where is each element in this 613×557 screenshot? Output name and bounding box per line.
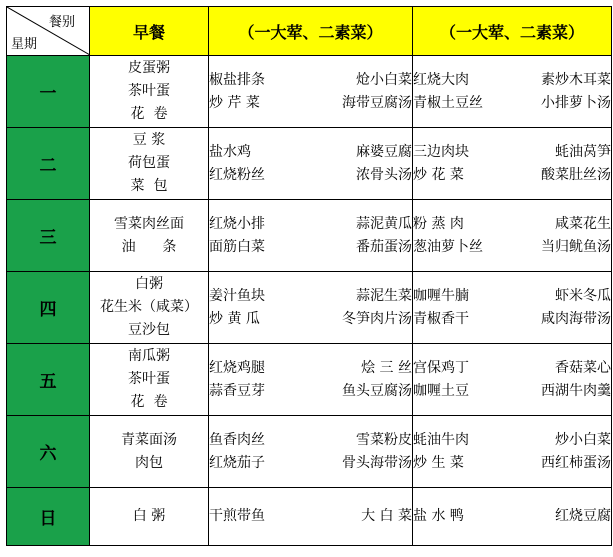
meat-dish: 椒盐排条 — [209, 71, 265, 88]
dinner-line — [413, 141, 611, 164]
dinner-cell — [413, 416, 612, 488]
breakfast-item: 雪菜肉丝面 — [114, 215, 184, 232]
side-dish: 蚝油莴笋 — [555, 143, 611, 160]
breakfast-item: 花 卷 — [130, 394, 168, 410]
menu-row — [7, 272, 612, 344]
weekday-cell: 二 — [7, 128, 90, 200]
side-dish: 当归鱿鱼汤 — [541, 238, 611, 255]
lunch-cell — [209, 272, 413, 344]
meat-dish: 咖喱土豆 — [413, 382, 469, 399]
breakfast-item: 豆 浆 — [132, 132, 166, 148]
lunch-cell — [209, 200, 413, 272]
side-dish: 骨头海带汤 — [342, 454, 412, 471]
menu-row — [7, 416, 612, 488]
breakfast-item: 茶叶蛋 — [128, 83, 170, 99]
breakfast-item: 茶叶蛋 — [128, 371, 170, 387]
meat-dish: 红烧鸡腿 — [209, 359, 265, 376]
dinner-line — [413, 236, 611, 259]
weekday-cell: 六 — [7, 416, 90, 488]
side-dish: 浓骨头汤 — [356, 166, 412, 183]
lunch-cell — [209, 56, 413, 128]
meat-dish: 鱼香肉丝 — [209, 431, 265, 448]
lunch-line — [209, 429, 412, 452]
breakfast-item: 皮蛋粥 — [128, 60, 170, 76]
meat-dish: 蒜香豆芽 — [209, 382, 265, 399]
menu-row — [7, 200, 612, 272]
meat-dish: 红烧大肉 — [413, 71, 469, 88]
meat-dish: 咖喱牛腩 — [413, 287, 469, 304]
breakfast-cell — [90, 488, 209, 546]
dinner-cell — [413, 56, 612, 128]
breakfast-cell — [90, 344, 209, 416]
side-dish: 酸菜肚丝汤 — [541, 166, 611, 183]
lunch-cell — [209, 128, 413, 200]
meat-dish: 盐水鸡 — [209, 143, 251, 160]
dinner-line — [413, 357, 611, 380]
menu-row — [7, 344, 612, 416]
corner-header-cell — [7, 7, 90, 56]
breakfast-item: 豆沙包 — [128, 322, 170, 338]
side-dish: 雪菜粉皮 — [356, 431, 412, 448]
breakfast-cell — [90, 128, 209, 200]
breakfast-cell — [90, 56, 209, 128]
side-dish: 西湖牛肉羹 — [541, 382, 611, 399]
meat-dish: 红烧小排 — [209, 215, 265, 232]
side-dish: 咸肉海带汤 — [541, 310, 611, 327]
dinner-line — [413, 452, 611, 475]
dinner-line — [413, 308, 611, 331]
breakfast-item: 青菜面汤 — [121, 431, 177, 448]
weekday-cell: 一 — [7, 56, 90, 128]
lunch-header: （一大荤、二素菜） — [209, 7, 413, 56]
breakfast-cell — [90, 200, 209, 272]
side-dish: 西红柿蛋汤 — [541, 454, 611, 471]
dinner-cell — [413, 200, 612, 272]
meat-dish: 盐 水 鸭 — [413, 508, 464, 524]
side-dish: 虾米冬瓜 — [555, 287, 611, 304]
breakfast-item: 油 条 — [121, 238, 177, 255]
lunch-line — [209, 92, 412, 115]
dinner-line — [413, 92, 611, 115]
dinner-line — [413, 505, 611, 528]
side-dish: 炝小白菜 — [356, 71, 412, 88]
side-dish: 小排萝卜汤 — [541, 94, 611, 111]
side-dish: 冬笋肉片汤 — [342, 310, 412, 327]
meat-dish: 葱油萝卜丝 — [413, 238, 483, 255]
meat-dish: 红烧茄子 — [209, 454, 265, 471]
lunch-line — [209, 213, 412, 236]
side-dish: 蒜泥生菜 — [356, 287, 412, 304]
breakfast-item: 花生米（咸菜） — [100, 299, 198, 315]
meat-dish: 青椒土豆丝 — [413, 94, 483, 111]
meat-dish: 干煎带鱼 — [209, 508, 265, 524]
dinner-cell — [413, 272, 612, 344]
meal-type-label: 餐别 — [48, 15, 75, 30]
breakfast-item: 白粥 — [135, 276, 163, 292]
menu-row — [7, 488, 612, 546]
breakfast-item: 南瓜粥 — [128, 348, 170, 364]
meat-dish: 青椒香干 — [413, 310, 469, 327]
side-dish: 海带豆腐汤 — [342, 94, 412, 111]
side-dish: 蒜泥黄瓜 — [356, 215, 412, 232]
meat-dish: 宫保鸡丁 — [413, 359, 469, 376]
side-dish: 麻婆豆腐 — [356, 143, 412, 160]
header-row — [7, 7, 612, 56]
lunch-line — [209, 164, 412, 187]
dinner-line — [413, 213, 611, 236]
side-dish: 大 白 菜 — [361, 508, 412, 524]
dinner-line — [413, 164, 611, 187]
lunch-line — [209, 285, 412, 308]
lunch-line — [209, 452, 412, 475]
lunch-line — [209, 357, 412, 380]
breakfast-item: 肉包 — [135, 454, 163, 471]
weekday-cell: 日 — [7, 488, 90, 546]
side-dish: 烩 三 丝 — [361, 359, 412, 376]
dinner-cell — [413, 344, 612, 416]
side-dish: 咸菜花生 — [555, 215, 611, 232]
dinner-cell — [413, 488, 612, 546]
weekday-cell: 四 — [7, 272, 90, 344]
meat-dish: 红烧粉丝 — [209, 166, 265, 183]
lunch-line — [209, 141, 412, 164]
menu-row — [7, 56, 612, 128]
lunch-line — [209, 236, 412, 259]
breakfast-cell — [90, 272, 209, 344]
lunch-line — [209, 505, 412, 528]
weekday-cell: 五 — [7, 344, 90, 416]
breakfast-cell — [90, 416, 209, 488]
lunch-cell — [209, 416, 413, 488]
side-dish: 红烧豆腐 — [555, 508, 611, 524]
meat-dish: 粉 蒸 肉 — [413, 215, 464, 232]
meat-dish: 面筋白菜 — [209, 238, 265, 255]
dinner-header: （一大荤、二素菜） — [413, 7, 612, 56]
weekday-cell: 三 — [7, 200, 90, 272]
meat-dish: 炒 黄 瓜 — [209, 310, 260, 327]
meat-dish: 三边肉块 — [413, 143, 469, 160]
meat-dish: 姜汁鱼块 — [209, 287, 265, 304]
breakfast-item: 菜 包 — [130, 178, 168, 194]
lunch-cell — [209, 344, 413, 416]
dinner-line — [413, 429, 611, 452]
lunch-line — [209, 308, 412, 331]
menu-row — [7, 128, 612, 200]
side-dish: 鱼头豆腐汤 — [342, 382, 412, 399]
dinner-line — [413, 69, 611, 92]
weekly-menu-table — [6, 6, 612, 546]
lunch-line — [209, 380, 412, 403]
lunch-cell — [209, 488, 413, 546]
breakfast-header: 早餐 — [90, 7, 209, 56]
lunch-line — [209, 69, 412, 92]
meat-dish: 炒 芹 菜 — [209, 94, 260, 111]
breakfast-item: 花 卷 — [130, 106, 168, 122]
side-dish: 炒小白菜 — [555, 431, 611, 448]
side-dish: 香菇菜心 — [555, 359, 611, 376]
weekday-label: 星期 — [11, 37, 38, 52]
dinner-line — [413, 380, 611, 403]
dinner-line — [413, 285, 611, 308]
side-dish: 番茄蛋汤 — [356, 238, 412, 255]
dinner-cell — [413, 128, 612, 200]
meat-dish: 蚝油牛肉 — [413, 431, 469, 448]
meat-dish: 炒 生 菜 — [413, 454, 464, 471]
meat-dish: 炒 花 菜 — [413, 166, 464, 183]
side-dish: 素炒木耳菜 — [541, 71, 611, 88]
breakfast-item: 白 粥 — [132, 508, 166, 524]
breakfast-item: 荷包蛋 — [128, 155, 170, 171]
